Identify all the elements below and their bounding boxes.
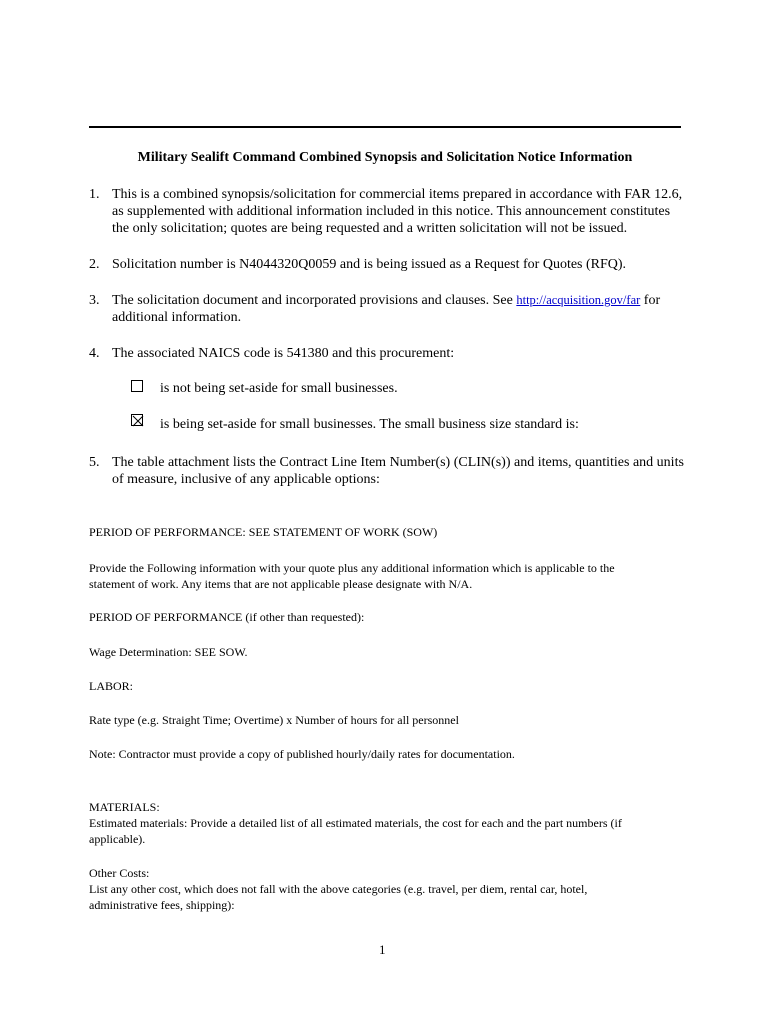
set-aside-no-label: is not being set-aside for small businesses.	[160, 381, 398, 396]
item-text-after: for additional information.	[112, 293, 661, 325]
other-costs-text: List any other cost, which does not fall with the above categories (e.g. travel, per diem, rental car, hotel, administrative fees, shipping):	[89, 882, 588, 912]
list-item-5	[89, 454, 689, 488]
item-number: 5.	[89, 455, 100, 470]
materials-text: Estimated materials: Provide a detailed list of all estimated materials, the cost for each and the part numbers (if applicable).	[89, 816, 622, 846]
item-text-before: The solicitation document and incorporated provisions and clauses. See	[112, 293, 517, 308]
item-text: This is a combined synopsis/solicitation for commercial items prepared in accordance with FAR 12.6, as supplemented with additional information included in this notice. This announcement constitutes the only solicitation; quotes are being requested and a written solicitation will not be issued.	[112, 187, 683, 236]
checkmark-x-icon	[132, 415, 144, 427]
item-text: The table attachment lists the Contract Line Item Number(s) (CLIN(s)) and items, quantities and units of measure, inclusive of any applicable options:	[112, 455, 684, 487]
item-text: Solicitation number is N4044320Q0059 and is being issued as a Request for Quotes (RFQ).	[112, 257, 627, 272]
item-text: The associated NAICS code is 541380 and this procurement:	[112, 346, 455, 361]
item-number: 2.	[89, 257, 100, 272]
other-costs-heading: Other Costs:	[89, 866, 150, 880]
list-item-1	[89, 186, 689, 237]
note: Note: Contractor must provide a copy of published hourly/daily rates for documentation.	[89, 747, 515, 761]
period-other: PERIOD OF PERFORMANCE (if other than requested):	[89, 610, 365, 624]
materials-heading: MATERIALS:	[89, 800, 160, 814]
item-number: 3.	[89, 293, 100, 308]
labor-heading: LABOR:	[89, 679, 134, 693]
set-aside-yes-label: is being set-aside for small businesses. The small business size standard is:	[160, 417, 579, 432]
page-number: 1	[379, 942, 386, 957]
set-aside-no-checkbox[interactable]	[131, 380, 143, 392]
page-title: Military Sealift Command Combined Synopsis and Solicitation Notice Information	[137, 150, 633, 165]
item-number: 4.	[89, 346, 100, 361]
wage-determination: Wage Determination: SEE SOW.	[89, 645, 248, 659]
far-link[interactable]: http://acquisition.gov/far	[516, 293, 641, 307]
set-aside-yes-checkbox[interactable]	[131, 414, 143, 426]
list-item-2	[89, 256, 689, 273]
list-item-4	[89, 345, 689, 362]
item-text-container	[112, 292, 672, 326]
provide-info: Provide the Following information with your quote plus any additional information which is applicable to the statement of work. Any items that are not applicable please designate with N/A.	[89, 561, 615, 591]
rate-type: Rate type (e.g. Straight Time; Overtime) x Number of hours for all personnel	[89, 713, 459, 727]
header-rule	[89, 126, 681, 128]
item-number: 1.	[89, 187, 100, 202]
list-item-3	[89, 292, 689, 326]
period-sow: PERIOD OF PERFORMANCE: SEE STATEMENT OF WORK (SOW)	[89, 525, 438, 539]
